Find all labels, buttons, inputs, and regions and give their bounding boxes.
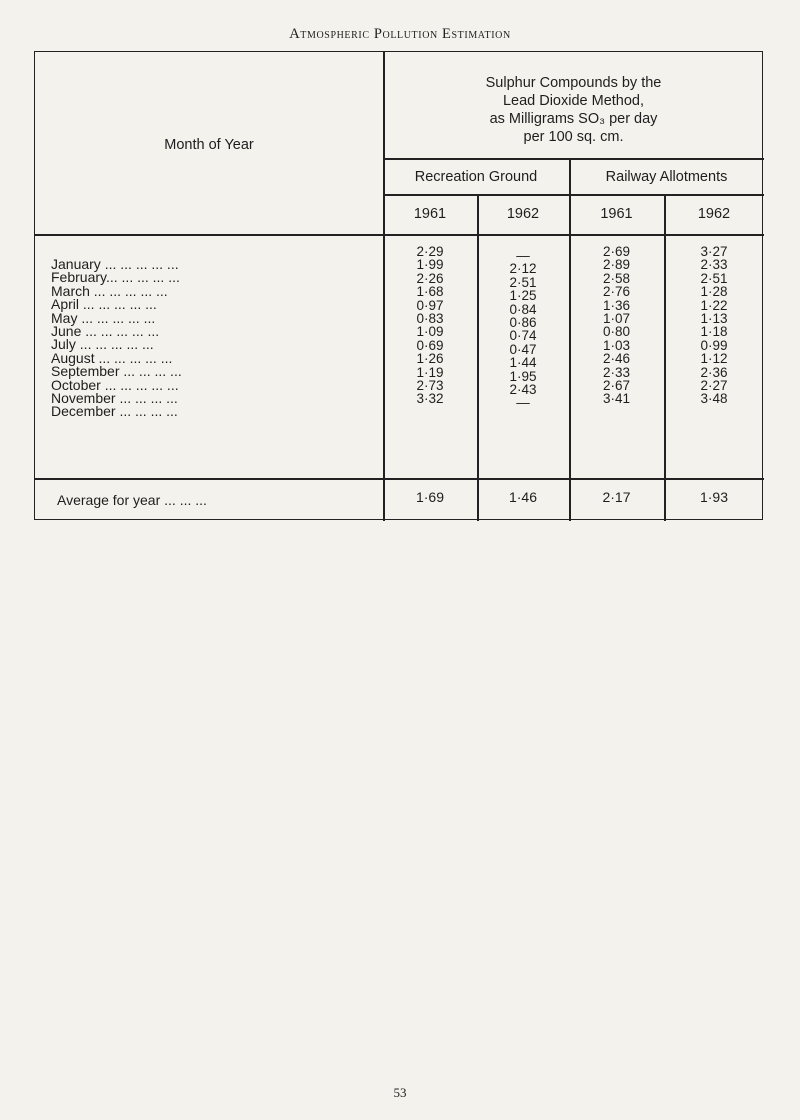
cell: 1·25	[509, 288, 537, 304]
year-header: 1962	[697, 206, 731, 222]
cell: 2·36	[700, 364, 728, 380]
month-label: January ... ... ... ... ...	[51, 256, 179, 272]
year-header: 1962	[506, 206, 540, 222]
month-label: June ... ... ... ... ...	[51, 322, 160, 339]
page-title: Atmospheric Pollution Estimation	[289, 26, 511, 42]
cell: 2·51	[509, 274, 537, 290]
average-ra-1962: 1·93	[699, 489, 729, 505]
cell: 3·32	[416, 391, 444, 407]
month-label: April ... ... ... ... ...	[51, 296, 157, 313]
year-header: 1961	[413, 206, 447, 222]
cell: 1·07	[602, 310, 631, 326]
cell: 0·47	[509, 341, 537, 357]
cell: 3·27	[700, 244, 728, 259]
cell: 2·76	[602, 284, 631, 300]
cell: 2·89	[602, 257, 631, 273]
cell: 1·18	[700, 324, 728, 340]
cell: 0·84	[509, 301, 537, 317]
cell: 1·99	[416, 257, 444, 273]
cell: 0·86	[509, 314, 537, 330]
cell: 2·12	[509, 261, 537, 277]
main-header-line: Lead Dioxide Method,	[502, 93, 645, 109]
cell: 1·09	[416, 324, 444, 340]
month-label: December ... ... ... ...	[51, 403, 178, 420]
group-header-railway: Railway Allotments	[605, 169, 728, 185]
month-label: November ... ... ... ...	[51, 389, 178, 406]
cell: 2·58	[602, 270, 631, 286]
month-label: August ... ... ... ... ...	[51, 349, 173, 366]
cell: 0·80	[602, 324, 631, 340]
month-label: October ... ... ... ... ...	[51, 376, 179, 393]
cell: —	[516, 395, 530, 411]
average-label: Average for year ... ... ...	[57, 492, 207, 508]
page-number: 53	[393, 1085, 407, 1100]
divider-year-header	[383, 194, 764, 196]
cell: 1·95	[509, 368, 537, 384]
main-header-line: as Milligrams SO₃ per day	[489, 111, 658, 127]
cell: 2·73	[416, 377, 444, 393]
cell: 2·26	[416, 270, 444, 286]
cell: 1·28	[700, 284, 728, 300]
cell: 2·46	[602, 351, 631, 367]
cell: 3·41	[602, 391, 631, 407]
cell: 1·68	[416, 284, 444, 300]
month-list	[51, 258, 182, 419]
col-rg-1962	[477, 249, 569, 410]
group-header-recreation: Recreation Ground	[414, 169, 538, 185]
divider-average	[35, 478, 764, 480]
cell: 0·83	[416, 310, 444, 326]
col-ra-1961	[569, 245, 664, 406]
cell: 1·36	[602, 297, 631, 313]
main-header-line: Sulphur Compounds by the	[485, 75, 662, 91]
average-ra-1961: 2·17	[602, 489, 631, 505]
cell: 0·97	[416, 297, 444, 313]
cell: —	[516, 248, 530, 263]
cell: 2·43	[509, 381, 537, 397]
cell: 2·27	[700, 377, 728, 393]
average-rg-1961: 1·69	[415, 489, 445, 505]
cell: 1·13	[700, 310, 728, 326]
cell: 0·69	[416, 337, 444, 353]
cell: 1·22	[700, 297, 728, 313]
cell: 2·51	[700, 270, 728, 286]
cell: 1·44	[509, 355, 537, 371]
cell: 0·99	[700, 337, 728, 353]
month-label: July ... ... ... ... ...	[51, 336, 154, 353]
divider-header-body	[35, 234, 764, 236]
month-label: March ... ... ... ... ...	[51, 282, 168, 299]
year-header: 1961	[600, 206, 633, 222]
average-rg-1962: 1·46	[508, 489, 538, 505]
cell: 2·33	[700, 257, 728, 273]
col-rg-1961	[383, 245, 477, 406]
cell: 2·33	[602, 364, 631, 380]
cell: 0·74	[509, 328, 537, 344]
month-label: May ... ... ... ... ...	[51, 309, 156, 326]
cell: 1·03	[602, 337, 631, 353]
cell: 3·48	[700, 391, 728, 407]
month-label: September ... ... ... ...	[51, 363, 182, 380]
divider-group-header	[383, 158, 764, 160]
cell: 2·69	[602, 244, 631, 259]
pollution-table	[34, 51, 763, 520]
cell: 1·19	[416, 364, 444, 380]
col-ra-1962	[664, 245, 764, 406]
main-header	[383, 74, 764, 146]
cell: 2·67	[602, 377, 631, 393]
month-label: February... ... ... ... ...	[51, 269, 180, 286]
cell: 2·29	[416, 244, 444, 259]
month-header: Month of Year	[164, 137, 254, 153]
cell: 1·26	[416, 351, 444, 367]
cell: 1·12	[700, 351, 728, 367]
main-header-line: per 100 sq. cm.	[523, 129, 624, 145]
